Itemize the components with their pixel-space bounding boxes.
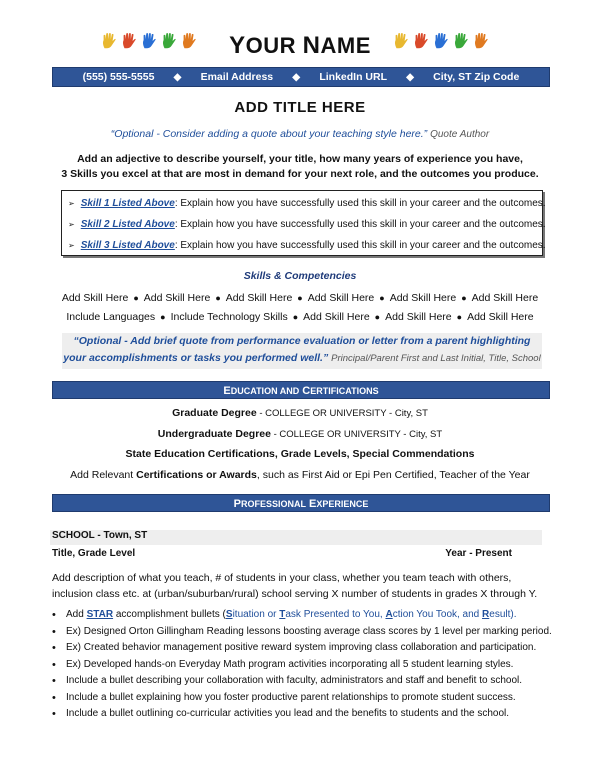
degree-name: Graduate Degree <box>172 407 257 419</box>
list-item: • Include a bullet explaining how you foster productive parent relationships to promote student success. <box>52 690 552 707</box>
star-text: Add <box>66 609 87 620</box>
contact-bar <box>52 67 550 87</box>
skill-name: Skill 1 Listed Above <box>80 198 175 209</box>
skill-text: : Explain how you have successfully used this skill in your career and the outcomes. <box>174 219 546 230</box>
list-item: • Include a bullet outlining co-curricular activities you lead and the benefits to students and the school. <box>52 706 552 723</box>
skill-tag: Add Skill Here <box>467 311 534 323</box>
school-name: SCHOOL - Town, ST <box>50 530 542 545</box>
skill-tag: Add Skill Here <box>61 292 129 304</box>
performance-quote-line: “Optional - Add brief quote from performance evaluation or letter from a parent highlighting <box>73 335 531 347</box>
name-part: OUR <box>245 33 297 58</box>
performance-quote-author: Principal/Parent First and Last Initial, Title, School <box>331 353 541 364</box>
handprint-icon <box>452 32 470 50</box>
competencies-heading: Skills & Competencies <box>243 270 357 282</box>
role-title: Title, Grade Level <box>52 548 136 559</box>
skill-tag: Add Skill Here <box>303 311 370 323</box>
star-text: accomplishment bullets ( <box>113 609 226 620</box>
role-row <box>52 548 512 559</box>
graduate-degree <box>0 407 600 419</box>
performance-quote <box>62 333 542 369</box>
degree-name: Undergraduate Degree <box>157 428 271 440</box>
contact-linkedin: LinkedIn URL <box>319 71 387 83</box>
diamond-separator-icon: ◆ <box>292 71 301 83</box>
state-certifications: State Education Certifications, Grade Levels, Special Commendations <box>125 448 475 460</box>
diamond-separator-icon: ◆ <box>406 71 414 83</box>
experience-section-heading <box>52 494 550 512</box>
contact-location: City, ST Zip Code <box>433 71 520 83</box>
contact-phone: (555) 555-5555 <box>82 71 155 83</box>
skill-tag: Add Skill Here <box>307 292 375 304</box>
heading-part: XPERIENCE <box>316 499 369 509</box>
bullet-separator-icon: ● <box>456 312 463 322</box>
degree-detail: - COLLEGE OR UNIVERSITY - City, ST <box>256 408 428 419</box>
bullet-separator-icon: ● <box>160 312 166 322</box>
arrow-bullet-icon: ➢ <box>68 199 75 208</box>
handprint-icon <box>412 32 430 50</box>
quote-text: “Optional - Consider adding a quote about your teaching style here.” <box>110 128 428 140</box>
bullet-separator-icon: ● <box>374 312 381 322</box>
cert-bold: Certifications or Awards <box>136 469 257 481</box>
bullet-separator-icon: ● <box>297 293 303 303</box>
skill-tag: Add Skill Here <box>385 311 452 323</box>
star-letter: R <box>482 609 490 620</box>
bullet-separator-icon: ● <box>133 293 139 303</box>
star-letter: T <box>279 609 286 620</box>
star-letter: A <box>385 609 393 620</box>
resume-title: ADD TITLE HERE <box>234 99 366 116</box>
degree-detail: - COLLEGE OR UNIVERSITY - City, ST <box>270 429 443 440</box>
skill-tag: Add Skill Here <box>143 292 211 304</box>
skill-tag: Include Technology Skills <box>170 311 288 323</box>
star-text: ituation or <box>232 609 280 620</box>
relevant-certifications <box>0 469 600 481</box>
skill-tag: Include Languages <box>66 311 156 323</box>
header <box>0 30 600 60</box>
heading-initial: C <box>302 385 311 397</box>
summary-line: Add an adjective to describe yourself, your title, how many years of experience you have, <box>77 153 523 165</box>
competencies-row <box>0 292 600 304</box>
skill-tag: Add Skill Here <box>389 292 457 304</box>
heading-part: ERTIFICATIONS <box>310 386 379 396</box>
cert-suffix: , such as First Aid or Epi Pen Certified, Teacher of the Year <box>256 469 530 481</box>
star-letter: S <box>225 609 233 620</box>
cert-prefix: Add Relevant <box>70 469 137 481</box>
star-text: esult). <box>489 609 517 620</box>
star-text: ction You Took, and <box>392 609 483 620</box>
list-item: • Ex) Designed Orton Gillingham Reading lessons boosting average class scores by 1 level per marking period. <box>52 624 552 641</box>
skill-item <box>68 214 546 235</box>
handprints-right <box>392 32 490 50</box>
skills-box <box>61 190 546 256</box>
role-dates: Year - Present <box>445 548 512 559</box>
role-description: Add description of what you teach, # of students in your class, whether you team teach with others, inclusion class etc. at (urban/suburban/rural) school serving X number of students in grades X through Y. <box>52 572 538 600</box>
heading-initial: P <box>233 498 241 510</box>
performance-quote-line2 <box>62 350 542 367</box>
star-link[interactable]: STAR <box>86 609 114 620</box>
summary <box>40 152 560 182</box>
skill-text: : Explain how you have successfully used this skill in your career and the outcomes. <box>174 198 546 209</box>
list-item: • Include a bullet describing your collaboration with faculty, administrators and staff and benefit to school. <box>52 673 552 690</box>
bullet-separator-icon: ● <box>215 293 221 303</box>
skill-item <box>68 193 546 214</box>
skill-name: Skill 2 Listed Above <box>80 219 175 230</box>
skill-text: : Explain how you have successfully used this skill in your career and the outcomes. <box>174 240 546 251</box>
skill-item <box>68 235 546 256</box>
list-item: • Ex) Developed hands-on Everyday Math program activities incorporating all 5 student learning styles. <box>52 657 552 674</box>
competencies-row <box>0 311 600 323</box>
list-item <box>52 607 552 624</box>
heading-part: DUCATION AND <box>230 386 300 396</box>
education-section-heading <box>52 381 550 399</box>
name-initial: Y <box>229 32 246 59</box>
contact-email: Email Address <box>200 71 274 83</box>
accomplishment-list <box>52 607 552 723</box>
quote-author: Quote Author <box>430 129 490 140</box>
bullet-separator-icon: ● <box>461 293 467 303</box>
heading-part: ROFESSIONAL <box>240 499 306 509</box>
bullet-separator-icon: ● <box>292 312 299 322</box>
handprint-icon <box>472 32 490 50</box>
handprint-icon <box>432 32 450 50</box>
skill-name: Skill 3 Listed Above <box>80 240 175 251</box>
star-text: ask Presented to You, <box>285 609 386 620</box>
list-item: • Ex) Created behavior management positive reward system improving class collaboration and participation. <box>52 640 552 657</box>
name-initial: N <box>302 32 321 59</box>
skill-tag: Add Skill Here <box>225 292 293 304</box>
diamond-separator-icon: ◆ <box>173 71 182 83</box>
summary-line: 3 Skills you excel at that are most in demand for your next role, and the outcomes you produce. <box>61 168 539 180</box>
handprint-icon <box>392 32 410 50</box>
heading-initial: E <box>223 385 231 397</box>
bullet-separator-icon: ● <box>379 293 385 303</box>
teaching-quote <box>0 128 600 140</box>
resume-name <box>0 32 600 60</box>
performance-quote-text: your accomplishments or tasks you performed well.” <box>63 352 329 364</box>
undergraduate-degree <box>0 428 600 440</box>
arrow-bullet-icon: ➢ <box>68 241 75 250</box>
heading-initial: E <box>309 498 317 510</box>
name-part: AME <box>320 33 371 58</box>
arrow-bullet-icon: ➢ <box>68 220 75 229</box>
skill-tag: Add Skill Here <box>471 292 539 304</box>
